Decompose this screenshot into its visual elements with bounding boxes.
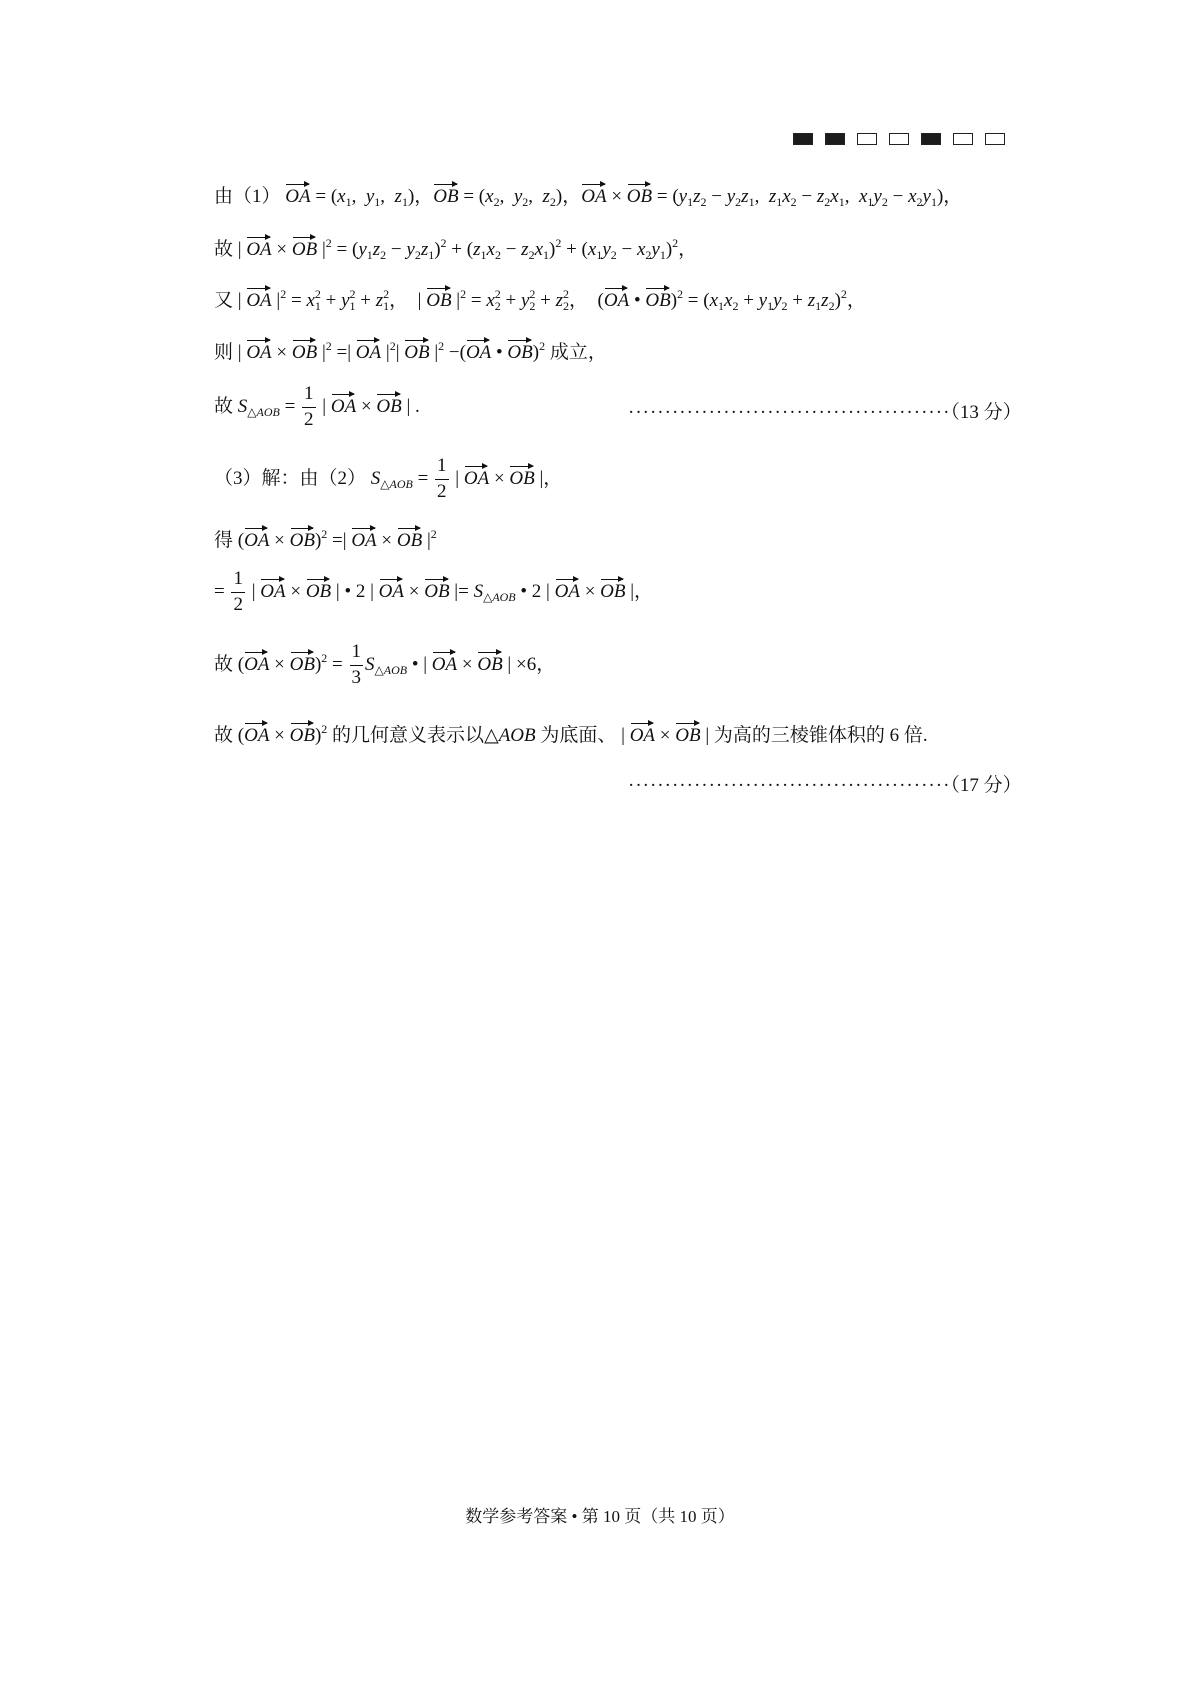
line-2: 故 | OA × OB $|^2 = (y_1z_2 - y_2z_1)^2 + (z_1x_2 - z_2x_1)^2 + (x_1y_2 - x_2y_1)^2$， <box>214 236 698 262</box>
line-8: = $\frac{1}{2}$ | OA × OB | • 2 | OA × OB |= $S_{\triangle AOB}$ • 2 | OA × OB |， <box>214 568 654 615</box>
score-17: ············································（17 分） <box>628 775 1022 796</box>
header-marks <box>793 133 1005 145</box>
page-footer: 数学参考答案 • 第 10 页（共 10 页） <box>465 1507 735 1526</box>
line-10: 故 (OA × OB)$^2$ 的几何意义表示以△AOB 为底面、 | OA × OB | 为高的三棱锥体积的 6 倍. <box>214 722 928 746</box>
mark-filled <box>825 133 845 145</box>
mark-filled <box>921 133 941 145</box>
line-4: 则 | OA × OB $|^2$ =| OA $|^2|$ OB $|^2 -(OA$ • OB)$^2$ 成立， <box>214 339 607 363</box>
line-5: 故 $S_{\triangle AOB}$ = $\frac{1}{2}$ | OA × OB | . <box>214 383 420 430</box>
score-13: ············································（13 分） <box>628 402 1022 423</box>
mark-empty <box>889 133 909 145</box>
mark-empty <box>985 133 1005 145</box>
line-3: 又 | OA $|^2 = x_1^2 + y_1^2 + z_1^2$， | OB $|^2 = x_2^2 + y_2^2 + z_2^2$， (OA • $OB)^2 = (x_1x_2 + y_1y_2 + z_1z_2)^2$， <box>214 287 866 313</box>
mark-empty <box>857 133 877 145</box>
line-9: 故 (OA × OB)$^2$ = $\frac{1}{3}$ $S_{\triangle AOB}$ • | OA × OB | ×6， <box>214 641 556 688</box>
mark-filled <box>793 133 813 145</box>
line-7: 得 (OA × OB)$^2$ =| OA × OB $|^2$ <box>214 527 437 551</box>
mark-empty <box>953 133 973 145</box>
line-1: 由（1） OA = ($x_1$, $y_1$, $z_1$)，OB = ($x_2$, $y_2$, $z_2$)，OA × OB = ($y_1z_2 - y_2z_1$, $z_1x_2 - z_2x_1$, $x_1y_2 - x_2y_1$)， <box>214 183 962 206</box>
line-6: （3）解：由（2） $S_{\triangle AOB}$ = $\frac{1}{2}$ | OA × OB |， <box>214 455 563 502</box>
